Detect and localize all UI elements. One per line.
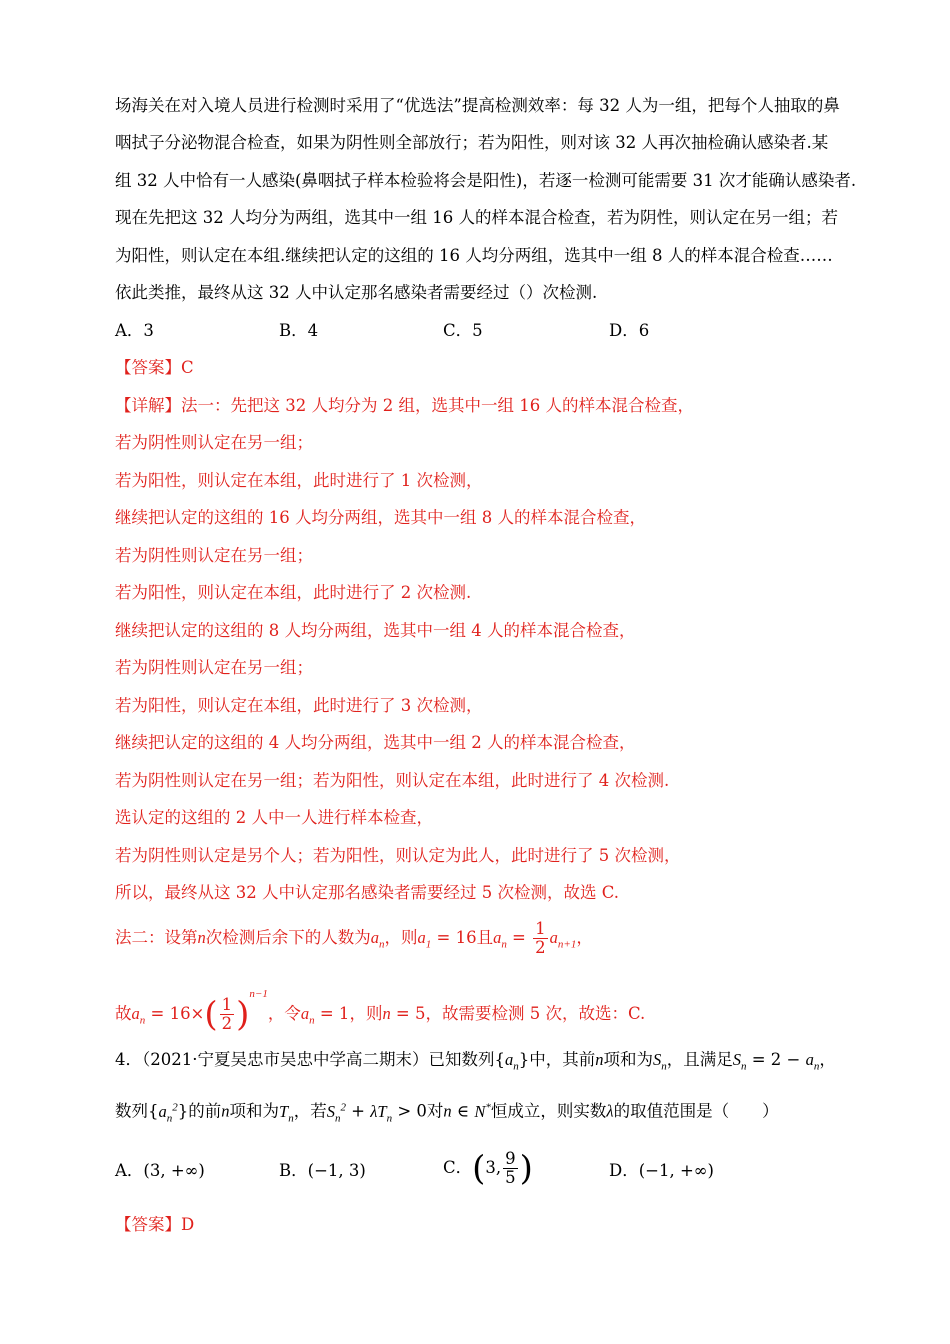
- method-2-line-2: 故$a_n = 16\times$( $\frac{1}{2}$ )$^{n-1}$，令$a_n = 1$，则n = 5，故需要检测 5 次，故选：C.: [115, 988, 646, 1035]
- option-c: C．5: [443, 321, 483, 340]
- detail-line: 若为阴性则认定在另一组；: [115, 546, 313, 565]
- option-d: D．6: [609, 321, 650, 340]
- problem-4-answer: 【答案】D: [115, 1215, 195, 1234]
- problem-3-line-6: 依此类推，最终从这 32 人中认定那名感染者需要经过（）次检测.: [115, 283, 598, 302]
- problem-4-line-1: 4．（2021·宁夏吴忠市吴忠中学高二期末）已知数列$\{a_n\}$中，其前n项和为$S_n$，且满足$S_n = 2 - a_n$，: [115, 1050, 836, 1073]
- problem-3-line-4: 现在先把这 32 人均分为两组，选其中一组 16 人的样本混合检查，若为阴性，则认定在另一组；若: [115, 208, 838, 227]
- option-c: C．(3, $\frac{9}{5}$ ): [443, 1148, 533, 1189]
- detail-line: 若为阳性，则认定在本组，此时进行了 2 次检测.: [115, 583, 472, 602]
- detail-line: 继续把认定的这组的 16 人均分两组，选其中一组 8 人的样本混合检查，: [115, 508, 646, 527]
- detail-line: 若为阳性，则认定在本组，此时进行了 1 次检测，: [115, 471, 483, 490]
- detail-line: 若为阴性则认定在另一组；若为阳性，则认定在本组，此时进行了 4 次检测.: [115, 771, 670, 790]
- detail-line: 继续把认定的这组的 4 人均分两组，选其中一组 2 人的样本混合检查，: [115, 733, 636, 752]
- problem-3-line-3: 组 32 人中恰有一人感染(鼻咽拭子样本检验将会是阳性)，若逐一检测可能需要 31 次才能确认感染者.: [115, 171, 857, 190]
- option-a: A．3: [115, 321, 154, 340]
- detail-line: 所以，最终从这 32 人中认定那名感染者需要经过 5 次检测，故选 C.: [115, 883, 619, 902]
- problem-3-line-5: 为阳性，则认定在本组.继续把认定的这组的 16 人均分两组，选其中一组 8 人的样本混合检查……: [115, 246, 833, 265]
- detail-line: 继续把认定的这组的 8 人均分两组，选其中一组 4 人的样本混合检查，: [115, 621, 636, 640]
- detail-line: 若为阴性则认定在另一组；: [115, 433, 313, 452]
- detail-line: 若为阳性，则认定在本组，此时进行了 3 次检测，: [115, 696, 483, 715]
- option-d: D．(−1, +∞): [609, 1161, 714, 1180]
- option-b: B．4: [279, 321, 319, 340]
- method-2-line-1: 法二：设第n次检测后余下的人数为$a_n$，则$a_1 = 16$且$a_n$ = $\frac{1}{2}$ $a_{n+1}$，: [115, 919, 593, 957]
- detail-line: 若为阴性则认定在另一组；: [115, 658, 313, 677]
- problem-3-line-1: 场海关在对入境人员进行检测时采用了“优选法”提高检测效率：每 32 人为一组，把每个人抽取的鼻: [115, 96, 840, 115]
- problem-4-line-2: 数列$\{a_n^2\}$的前n项和为$T_n$，若$S_n^2 + \lambda T_n > 0$对n ∈ N*恒成立，则实数λ的取值范围是（ ）: [115, 1101, 779, 1124]
- problem-3-line-2: 咽拭子分泌物混合检查，如果为阴性则全部放行；若为阳性，则对该 32 人再次抽检确认感染者.某: [115, 133, 829, 152]
- detail-line: 若为阴性则认定是另个人；若为阳性，则认定为此人，此时进行了 5 次检测，: [115, 846, 681, 865]
- detail-line: 选认定的这组的 2 人中一人进行样本检查，: [115, 808, 433, 827]
- option-b: B．(−1, 3): [279, 1161, 366, 1180]
- option-a: A．(3, +∞): [115, 1161, 205, 1180]
- detail-line: 【详解】法一：先把这 32 人均分为 2 组，选其中一组 16 人的样本混合检查，: [115, 396, 694, 415]
- problem-3-answer: 【答案】C: [115, 358, 194, 377]
- problem-4-options: [115, 1150, 755, 1198]
